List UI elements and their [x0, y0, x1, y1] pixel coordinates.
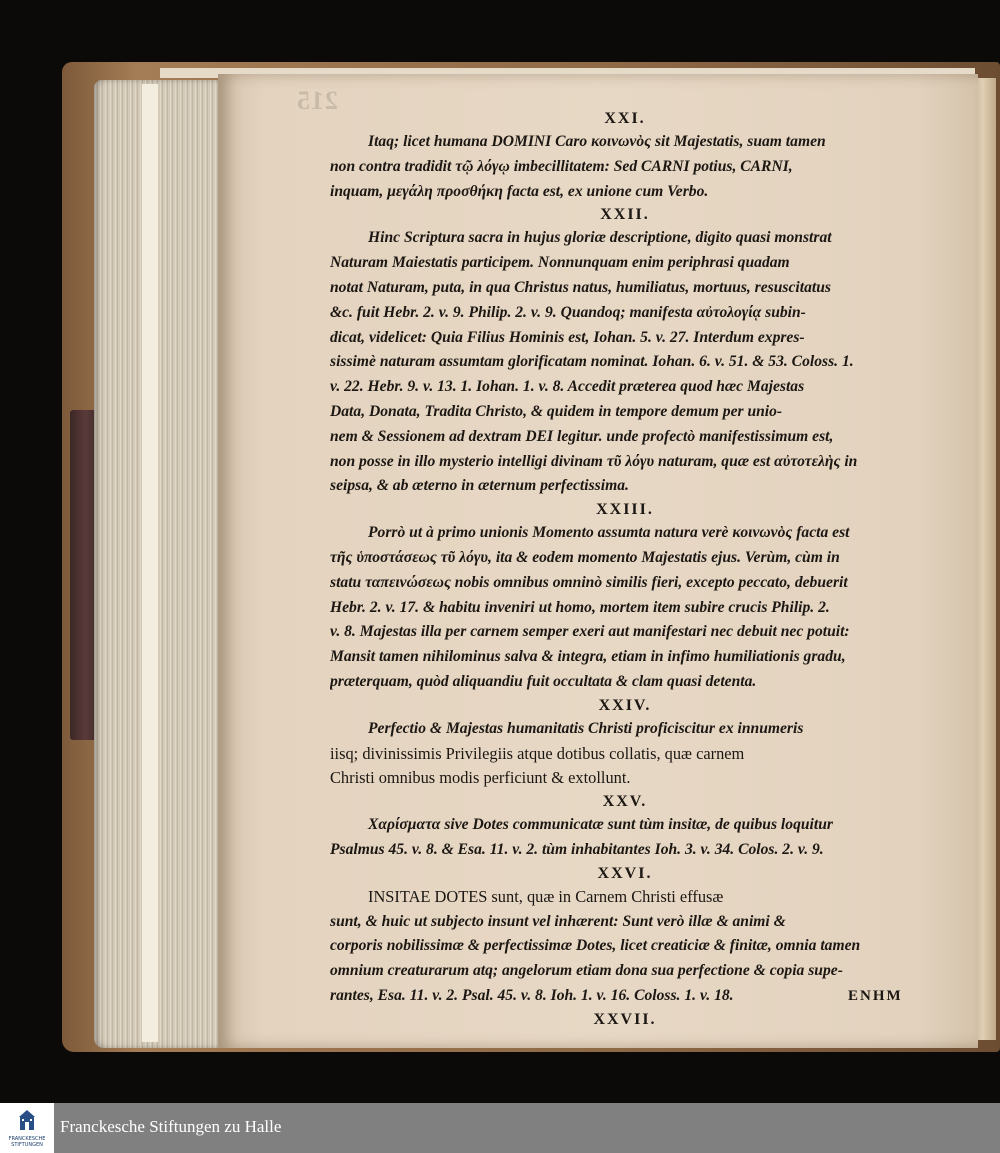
text-line: corporis nobilissimæ & perfectissimæ Dotes, licet creaticiæ & finitæ, omnia tamen — [330, 937, 861, 955]
text-line: non posse in illo mysterio intelligi divinam τῦ λόγυ naturam, quæ est αὐτοτελὴς in — [330, 452, 858, 470]
text-line: INSITAE DOTES sunt, quæ in Carnem Christi effusæ — [368, 886, 724, 906]
text-line: inquam, μεγάλη προσθήκη facta est, ex unione cum Verbo. — [330, 182, 709, 200]
text-line: iisq; divinissimis Privilegiis atque dotibus collatis, quæ carnem — [330, 743, 745, 763]
text-line: v. 22. Hebr. 9. v. 13. 1. Iohan. 1. v. 8. Accedit præterea quod hæc Majestas — [330, 378, 805, 396]
text-line: v. 8. Majestas illa per carnem semper exeri aut manifestari nec debuit nec potuit: — [330, 623, 850, 641]
text-line: dicat, videlicet: Quia Filius Hominis est, Iohan. 5. v. 27. Interdum expres- — [330, 328, 805, 346]
section-heading: XXII. — [600, 206, 650, 224]
text-line: Psalmus 45. v. 8. & Esa. 11. v. 2. tùm inhabitantes Ioh. 3. v. 34. Colos. 2. v. 9. — [330, 840, 824, 858]
section-heading: XXIV. — [598, 696, 652, 714]
text-line: seipsa, & ab æterno in æternum perfectissima. — [330, 477, 629, 495]
section-heading: XXV. — [602, 793, 648, 811]
text-line: Naturam Maiestatis participem. Nonnunquam enim periphrasi quadam — [330, 254, 790, 272]
page-text-block — [330, 108, 920, 1031]
text-line: Hebr. 2. v. 17. & habitu inveniri ut homo, mortem item subire crucis Philip. 2. — [330, 598, 830, 616]
text-line: sunt, & huic ut subjecto insunt vel inhærent: Sunt verò illæ & animi & — [330, 912, 786, 930]
text-line: Porrò ut à primo unionis Momento assumta natura verè κοινωνὸς facta est — [368, 524, 850, 542]
text-line: &c. fuit Hebr. 2. v. 9. Philip. 2. v. 9. Quandoq; manifesta αὐτολογίᾳ subin- — [330, 303, 806, 321]
text-line: omnium creaturarum atq; angelorum etiam dona sua perfectione & copia supe- — [330, 962, 843, 980]
text-line: notat Naturam, puta, in qua Christus natus, humiliatus, mortuus, resuscitatus — [330, 278, 831, 296]
text-line: sissimè naturam assumtam glorificatam nominat. Iohan. 6. v. 51. & 53. Coloss. 1. — [330, 353, 854, 371]
footer-bar — [0, 1103, 1000, 1153]
page-stack-edge — [94, 80, 224, 1048]
text-line: Itaq; licet humana DOMINI Caro κοινωνὸς sit Majestatis, suam tamen — [368, 133, 826, 150]
section-heading: XXVI. — [597, 864, 653, 882]
logo-label: FRANCKESCHE STIFTUNGEN — [8, 1136, 46, 1148]
section-heading: XXVII. — [593, 1010, 657, 1028]
text-line: Hinc Scriptura sacra in hujus gloriæ descriptione, digito quasi monstrat — [368, 229, 832, 247]
footer-title[interactable]: Franckesche Stiftungen zu Halle — [60, 1117, 282, 1136]
text-line: Mansit tamen nihilominus salva & integra, etiam in infimo humiliationis gradu, — [330, 648, 846, 666]
text-line: nem & Sessionem ad dextram DEI legitur. unde profectò manifestissimum est, — [330, 427, 834, 445]
text-line: statu ταπεινώσεως nobis omnibus omninò similis fieri, excepto peccato, debuerit — [330, 573, 848, 591]
section-heading: XXI. — [604, 110, 646, 127]
page-stack-gap — [142, 84, 158, 1042]
orphanage-emblem-icon — [18, 1108, 36, 1132]
section-heading: XXIII. — [596, 501, 654, 519]
text-line: Data, Donata, Tradita Christo, & quidem in tempore demum per unio- — [330, 402, 783, 420]
text-line: rantes, Esa. 11. v. 2. Psal. 45. v. 8. Ioh. 1. v. 16. Coloss. 1. v. 18. — [330, 986, 734, 1004]
text-line: præterquam, quòd aliquandiu fuit occultata & clam quasi detenta. — [330, 672, 757, 690]
text-line: Christi omnibus modis perficiunt & extollunt. — [330, 768, 631, 788]
text-line: non contra tradidit τῷ λόγῳ imbecillitatem: Sed CARNI potius, CARNI, — [330, 157, 793, 175]
text-line: Χαρίσματα sive Dotes communicatæ sunt tùm insitæ, de quibus loquitur — [368, 816, 833, 834]
text-line: τῆς ὑποστάσεως τῦ λόγυ, ita & eodem momento Majestatis ejus. Verùm, cùm in — [330, 548, 840, 566]
text-line: Perfectio & Majestas humanitatis Christi proficiscitur ex innumeris — [368, 719, 804, 737]
institution-logo[interactable] — [0, 1103, 54, 1153]
catchword: ENHM — [848, 988, 903, 1004]
show-through-number: 215 — [296, 86, 338, 115]
